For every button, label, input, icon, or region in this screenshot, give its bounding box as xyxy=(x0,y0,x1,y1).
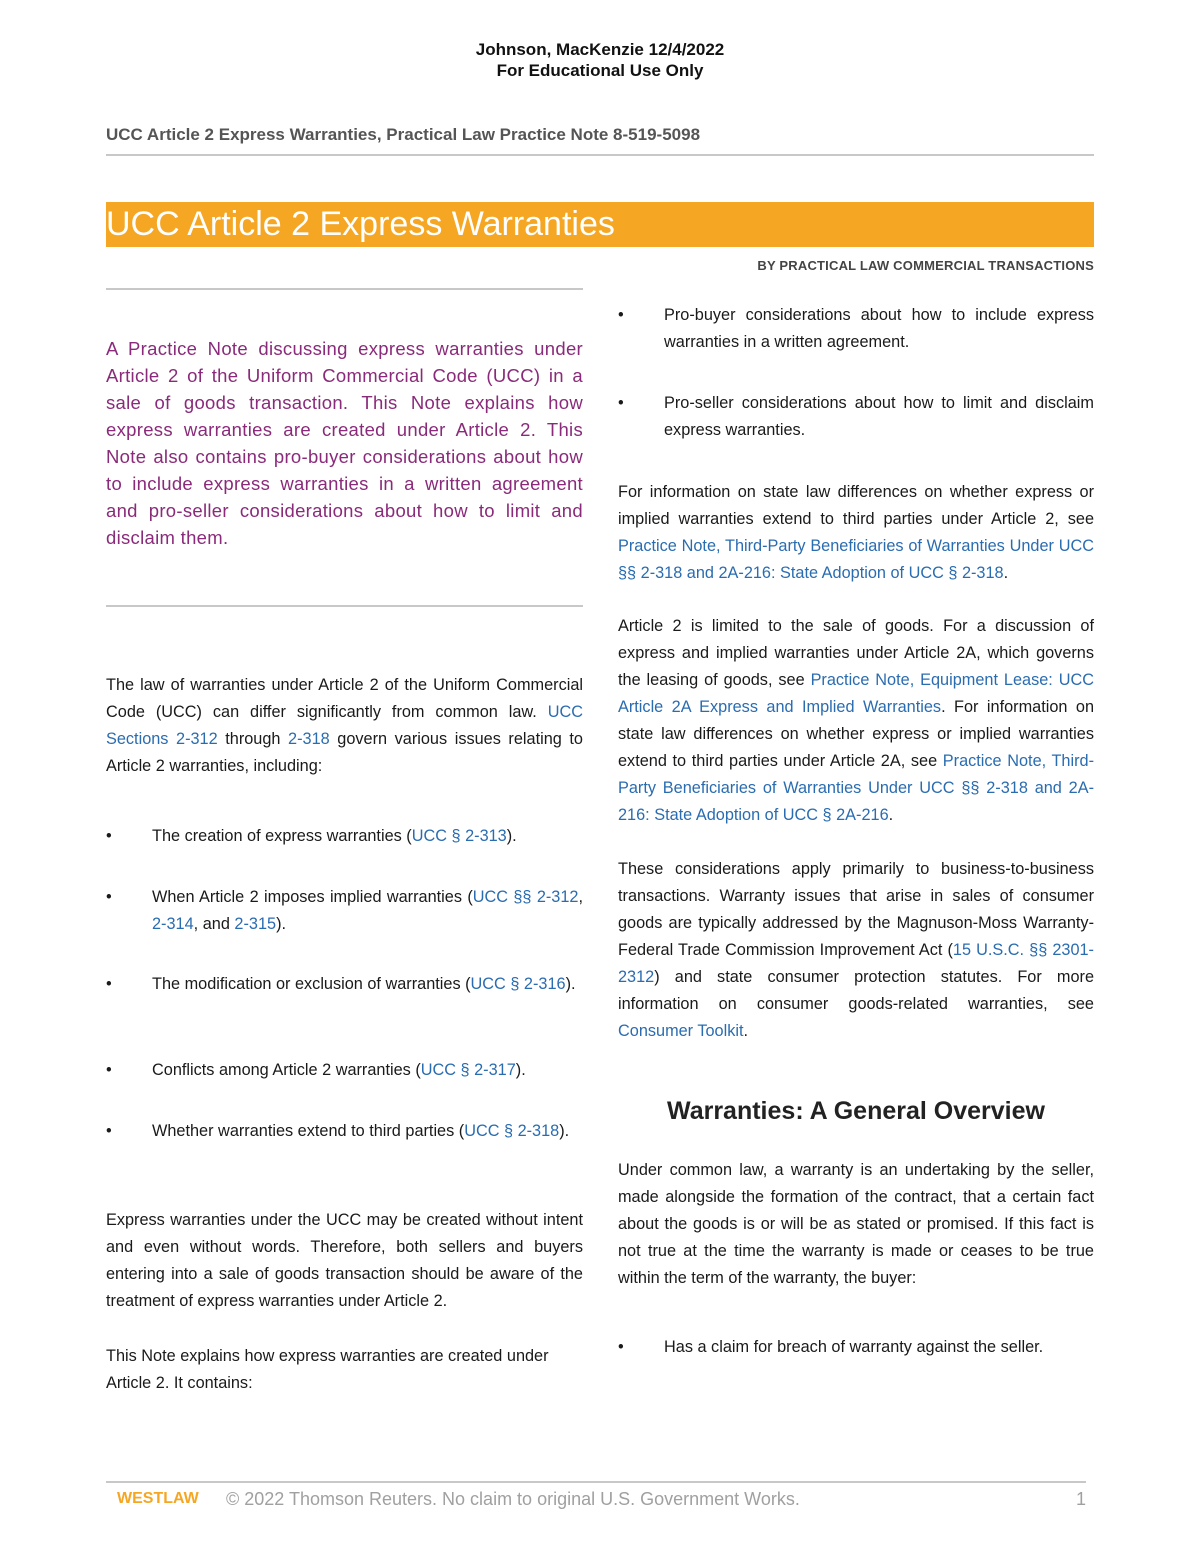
bullet-icon: • xyxy=(106,975,112,993)
link-practice-note-2-318[interactable]: Practice Note, Third-Party Beneficiaries of Warranties Under UCC §§ 2-318 and 2A-216: State Adoption of UCC § 2-318 xyxy=(618,537,1094,582)
link-ucc-2-318-third-parties[interactable]: UCC § 2-318 xyxy=(464,1122,560,1140)
paragraph-text: . xyxy=(888,806,894,824)
bullet-text: , and xyxy=(193,915,235,933)
intro-text: The law of warranties under Article 2 of the Uniform Commercial Code (UCC) can differ significantly from common law. xyxy=(106,676,583,721)
summary-text: A Practice Note discussing express warranties under Article 2 of the Uniform Commercial Code (UCC) in a sale of goods transaction. This Note explains how express warranties are created under Article 2. This Note also contains pro-buyer considerations about how to include express warranties in a written agreement and pro-seller considerations about how to limit and disclaim them. xyxy=(106,338,583,548)
link-consumer-toolkit[interactable]: Consumer Toolkit xyxy=(618,1022,744,1040)
link-ucc-2-313[interactable]: UCC § 2-313 xyxy=(411,827,507,845)
link-equipment-lease-note[interactable]: Practice Note, Equipment Lease: UCC Article 2A Express and Implied Warranties xyxy=(618,671,1094,716)
westlaw-logo: WESTLAW xyxy=(117,1490,199,1507)
intro-paragraph xyxy=(106,672,583,780)
bullet-icon: • xyxy=(106,1061,112,1079)
list-item xyxy=(106,884,583,940)
bullet-text: ). xyxy=(565,975,576,993)
page-number: 1 xyxy=(1076,1489,1087,1509)
bullet-text: Pro-seller considerations about how to limit and disclaim express warranties. xyxy=(664,394,1094,439)
bullet-text: , xyxy=(578,888,584,906)
bullet-icon: • xyxy=(106,827,112,845)
link-ucc-2-318[interactable]: 2-318 xyxy=(288,730,330,748)
footer-divider xyxy=(106,1481,1086,1483)
list-item xyxy=(106,971,583,1027)
b2b-paragraph xyxy=(618,856,1094,1045)
paragraph-text: For information on state law differences on whether express or implied warranties extend to third parties under Article 2, see xyxy=(618,483,1094,528)
bullet-icon: • xyxy=(106,888,112,906)
bullet-text: Has a claim for breach of warranty against the seller. xyxy=(664,1338,1044,1356)
document-reference: UCC Article 2 Express Warranties, Practical Law Practice Note 8-519-5098 xyxy=(106,125,701,144)
bullet-text: Whether warranties extend to third parties ( xyxy=(152,1122,465,1140)
bullet-text: Conflicts among Article 2 warranties ( xyxy=(152,1061,421,1079)
link-practice-note-2a-216[interactable]: Practice Note, Third-Party Beneficiaries of Warranties Under UCC §§ 2-318 and 2A-216: State Adoption of UCC § 2A-216 xyxy=(618,752,1095,824)
link-ucc-2-316[interactable]: UCC § 2-316 xyxy=(470,975,566,993)
bullet-text: ). xyxy=(559,1122,570,1140)
header-user-date: Johnson, MacKenzie 12/4/2022 xyxy=(475,40,725,59)
list-item xyxy=(106,823,583,853)
document-title: UCC Article 2 Express Warranties xyxy=(106,205,615,243)
bullet-icon: • xyxy=(106,1122,112,1140)
intro-text: govern various issues relating to Article 2 warranties, including: xyxy=(106,730,583,775)
list-item xyxy=(618,302,1094,358)
bullet-text: ). xyxy=(276,915,287,933)
link-ucc-2-314[interactable]: 2-314 xyxy=(152,915,194,933)
express-warranties-paragraph: Express warranties under the UCC may be created without intent and even without words. Therefore, both sellers and buyers entering into a sale of goods transaction should be aware of the treatment of express warranties under Article 2. xyxy=(106,1211,583,1310)
paragraph-text: . For information on state law differences on whether express or implied warranties extend to third parties under Article 2A, see xyxy=(618,698,1094,770)
bullet-text: The creation of express warranties ( xyxy=(152,827,412,845)
header-divider xyxy=(106,154,1094,156)
bullet-text: ). xyxy=(515,1061,526,1079)
link-ucc-2-317[interactable]: UCC § 2-317 xyxy=(420,1061,516,1079)
note-contains-paragraph: This Note explains how express warranties are created under Article 2. It contains: xyxy=(106,1347,549,1392)
link-ucc-2-315[interactable]: 2-315 xyxy=(234,915,277,933)
copyright-notice: © 2022 Thomson Reuters. No claim to original U.S. Government Works. xyxy=(226,1489,800,1509)
bullet-icon: • xyxy=(618,394,624,412)
list-item xyxy=(618,390,1094,446)
bullet-icon: • xyxy=(618,1338,624,1356)
bullet-text: The modification or exclusion of warranties ( xyxy=(152,975,471,993)
common-law-paragraph: Under common law, a warranty is an undertaking by the seller, made alongside the formation of the contract, that a certain fact about the goods is or will be as stated or promised. If this fact is not true at the time the warranty is made or ceases to be true within the term of the warranty, the buyer: xyxy=(618,1161,1094,1287)
link-15-usc-2301[interactable]: 15 U.S.C. §§ 2301-2312 xyxy=(618,941,1094,986)
link-ucc-2-312-implied[interactable]: UCC §§ 2-312 xyxy=(472,888,579,906)
paragraph-text: These considerations apply primarily to business-to-business transactions. Warranty issues that arise in sales of consumer goods are typically addressed by the Magnuson-Moss Warranty-Federal Trade Commission Improvement Act ( xyxy=(618,860,1094,959)
bullet-text: Pro-buyer considerations about how to include express warranties in a written agreement. xyxy=(664,306,1094,351)
byline: BY PRACTICAL LAW COMMERCIAL TRANSACTIONS xyxy=(757,258,1094,273)
link-ucc-2-312[interactable]: UCC Sections 2-312 xyxy=(106,703,583,748)
bullet-text: When Article 2 imposes implied warranties ( xyxy=(152,888,473,906)
paragraph-text: ) and state consumer protection statutes. For more information on consumer goods-related warranties, see xyxy=(618,968,1094,1013)
intro-text: through xyxy=(217,730,289,748)
paragraph-text: Article 2 is limited to the sale of goods. For a discussion of express and implied warranties under Article 2A, which governs the leasing of goods, see xyxy=(618,617,1094,689)
bullet-text: ). xyxy=(506,827,517,845)
list-item xyxy=(618,1334,1094,1364)
list-item xyxy=(106,1118,583,1174)
state-law-paragraph xyxy=(618,479,1094,587)
paragraph-text: . xyxy=(743,1022,749,1040)
list-item xyxy=(106,1057,583,1087)
header-usage-notice: For Educational Use Only xyxy=(496,61,704,80)
paragraph-text: . xyxy=(1003,564,1009,582)
summary-bottom-divider xyxy=(106,605,583,607)
section-heading: Warranties: A General Overview xyxy=(667,1097,1045,1125)
article-2a-paragraph xyxy=(618,613,1094,829)
summary-top-divider xyxy=(106,288,583,290)
title-banner xyxy=(106,202,1094,247)
bullet-icon: • xyxy=(618,306,624,324)
